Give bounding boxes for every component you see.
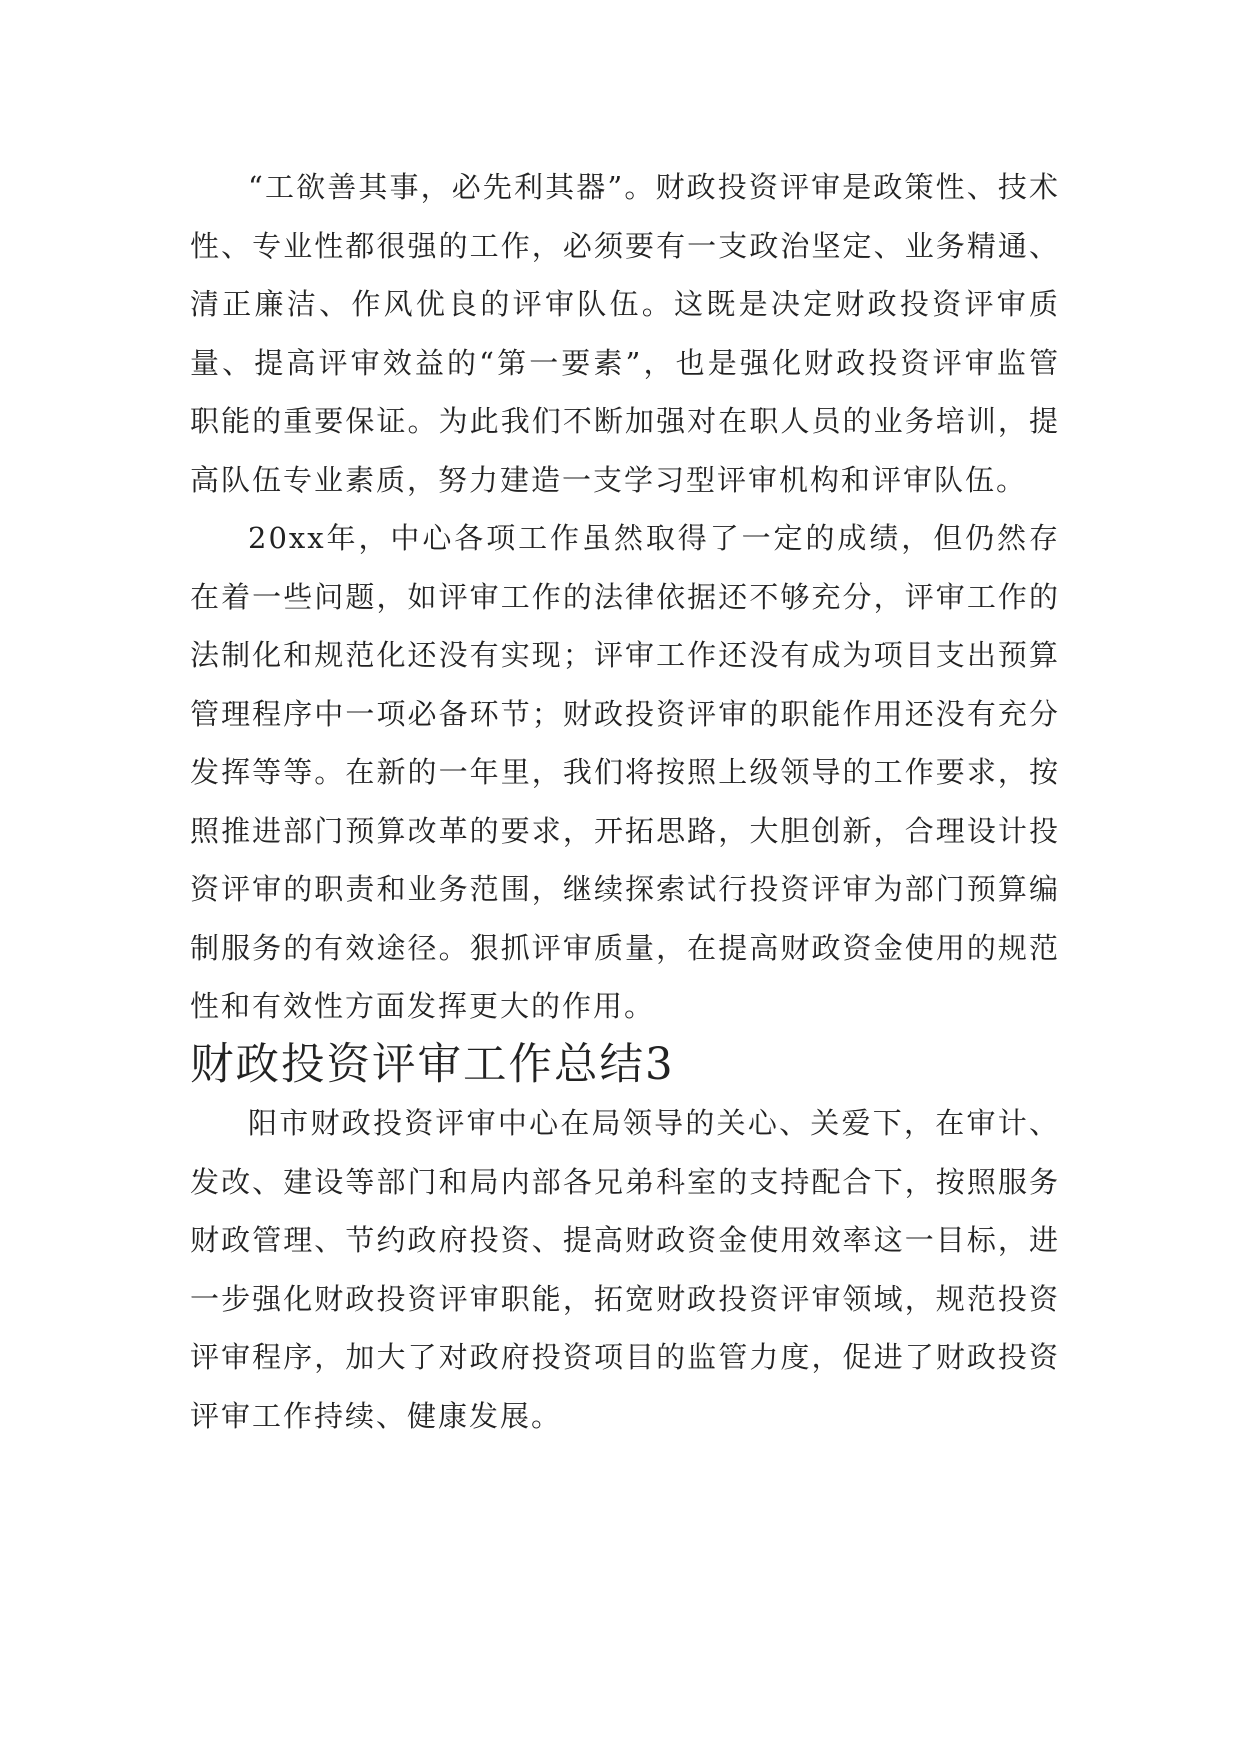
document-body xyxy=(190,158,1060,1445)
section-heading: 财政投资评审工作总结3 xyxy=(190,1039,675,1090)
paragraph-evaluation-team: “工欲善其事，必先利其器”。财政投资评审是政策性、技术性、专业性都很强的工作，必须要有一支政治坚定、业务精通、清正廉洁、作风优良的评审队伍。这既是决定财政投资评审质量、提高评审效益的“第一要素”，也是强化财政投资评审监管职能的重要保证。为此我们不断加强对在职人员的业务培训，提高队伍专业素质，努力建造一支学习型评审机构和评审队伍。 xyxy=(190,170,1060,497)
paragraph-center-overview: 阳市财政投资评审中心在局领导的关心、关爱下，在审计、发改、建设等部门和局内部各兄弟科室的支持配合下，按照服务财政管理、节约政府投资、提高财政资金使用效率这一目标，进一步强化财政投资评审职能，拓宽财政投资评审领域，规范投资评审程序，加大了对政府投资项目的监管力度，促进了财政投资评审工作持续、健康发展。 xyxy=(190,1106,1060,1433)
paragraph-problems-and-plans: 20xx年，中心各项工作虽然取得了一定的成绩，但仍然存在着一些问题，如评审工作的法律依据还不够充分，评审工作的法制化和规范化还没有实现；评审工作还没有成为项目支出预算管理程序中一项必备环节；财政投资评审的职能作用还没有充分发挥等等。在新的一年里，我们将按照上级领导的工作要求，按照推进部门预算改革的要求，开拓思路，大胆创新，合理设计投资评审的职责和业务范围，继续探索试行投资评审为部门预算编制服务的有效途径。狠抓评审质量，在提高财政资金使用的规范性和有效性方面发挥更大的作用。 xyxy=(190,521,1060,1023)
